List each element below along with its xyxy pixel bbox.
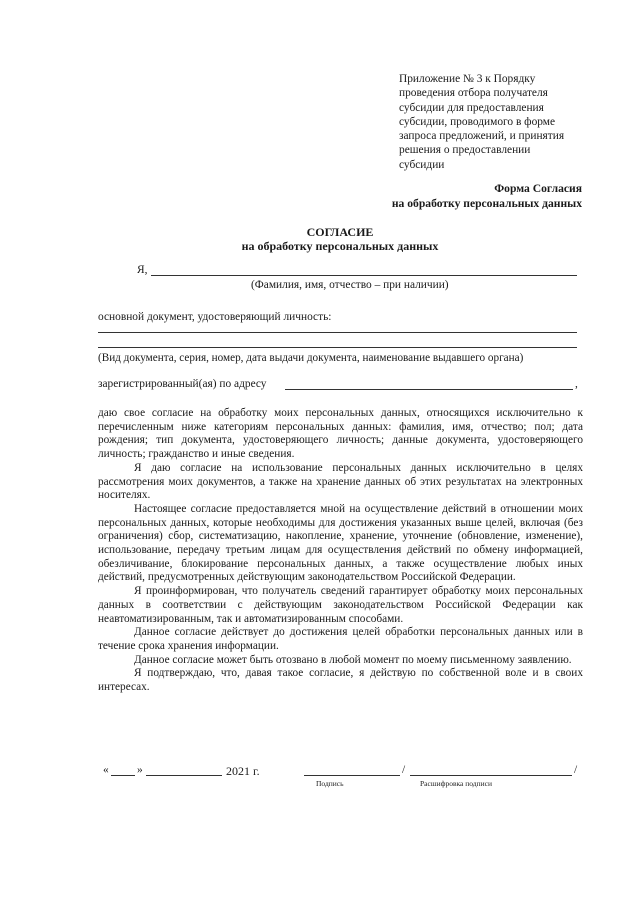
form-title <box>392 181 582 211</box>
paragraph-validity: Данное согласие действует до достижения целей обработки персональных данных или в течение срока хранения информации. <box>98 626 583 652</box>
form-title-line-2: на обработку персональных данных <box>391 197 582 210</box>
date-year: 2021 г. <box>226 764 260 778</box>
document-field-line-2[interactable] <box>98 347 577 348</box>
appendix-line: решения о предоставлении <box>399 144 531 157</box>
appendix-line: субсидии <box>399 158 445 171</box>
date-quote-open: « <box>103 764 109 776</box>
form-title-line-1: Форма Согласия <box>494 182 582 195</box>
paragraph-categories: даю свое согласие на обработку моих персональных данных, относящихся исключительно к перечисленным ниже категориям персональных данных: фамилия, имя, отчество; пол; дата рождения; тип документа, удостоверяющего личность; данные документа, удостоверяющего личность; гражданство и иные сведения. <box>98 407 583 461</box>
appendix-line: Приложение № 3 к Порядку <box>399 73 536 85</box>
decoding-label: Расшифровка подписи <box>420 779 492 788</box>
document-title: СОГЛАСИЕ <box>306 225 374 239</box>
appendix-line: запроса предложений, и принятия <box>399 130 565 143</box>
paragraph-revocation: Данное согласие может быть отозвано в любой момент по моему письменному заявлению. <box>134 653 572 666</box>
paragraph-actions: Настоящее согласие предоставляется мной на осуществление действий в отношении моих персональных данных, которые необходимы для достижения указанных выше целей, включая (без ограничения) сбор, систематизацию, накопление, хранение, уточнение (обновление, изменение), использование, передачу третьим лицам для осуществления действий по обмену информацией, обезличивание, блокирование персональных данных, а также осуществление любых иных действий, предусмотренных действующим законодательством Российской Федерации. <box>98 502 583 584</box>
address-field[interactable] <box>285 389 573 390</box>
date-quote-close: » <box>137 764 143 776</box>
date-month-field[interactable] <box>146 775 222 776</box>
signature-slash-2: / <box>574 764 578 776</box>
address-label: зарегистрированный(ая) по адресу <box>98 378 267 390</box>
consent-body <box>98 407 583 695</box>
document-subtitle: на обработку персональных данных <box>241 239 439 253</box>
appendix-line: проведения отбора получателя <box>399 87 548 100</box>
signature-decoding-field[interactable] <box>410 775 572 776</box>
paragraph-guarantee: Я проинформирован, что получатель сведений гарантирует обработку моих персональных данных в соответствии с действующим законодательством Российской Федерации как неавтоматизированным, так и автоматизированным способами. <box>98 585 583 625</box>
date-day-field[interactable] <box>111 775 135 776</box>
paragraph-confirmation: Я подтверждаю, что, давая такое согласие, я действую по собственной воле и в своих интересах. <box>98 667 583 694</box>
appendix-header <box>399 72 599 172</box>
signature-label: Подпись <box>316 779 344 788</box>
appendix-line: субсидии для предоставления <box>399 101 544 114</box>
signature-field[interactable] <box>304 775 400 776</box>
address-comma: , <box>575 378 578 390</box>
document-field-line-1[interactable] <box>98 332 577 333</box>
signature-slash-1: / <box>402 764 406 776</box>
fullname-hint: (Фамилия, имя, отчество – при наличии) <box>251 279 449 291</box>
paragraph-purpose: Я даю согласие на использование персональных данных исключительно в целях рассмотрения моих документов, а также на хранение данных об этих результатах на электронных носителях. <box>98 461 583 502</box>
i-label: Я, <box>137 264 148 276</box>
document-label: основной документ, удостоверяющий личность: <box>98 311 332 323</box>
document-hint: (Вид документа, серия, номер, дата выдачи документа, наименование выдавшего органа) <box>98 352 524 364</box>
appendix-line: субсидии, проводимого в форме <box>399 115 556 128</box>
fullname-field[interactable] <box>151 275 577 276</box>
